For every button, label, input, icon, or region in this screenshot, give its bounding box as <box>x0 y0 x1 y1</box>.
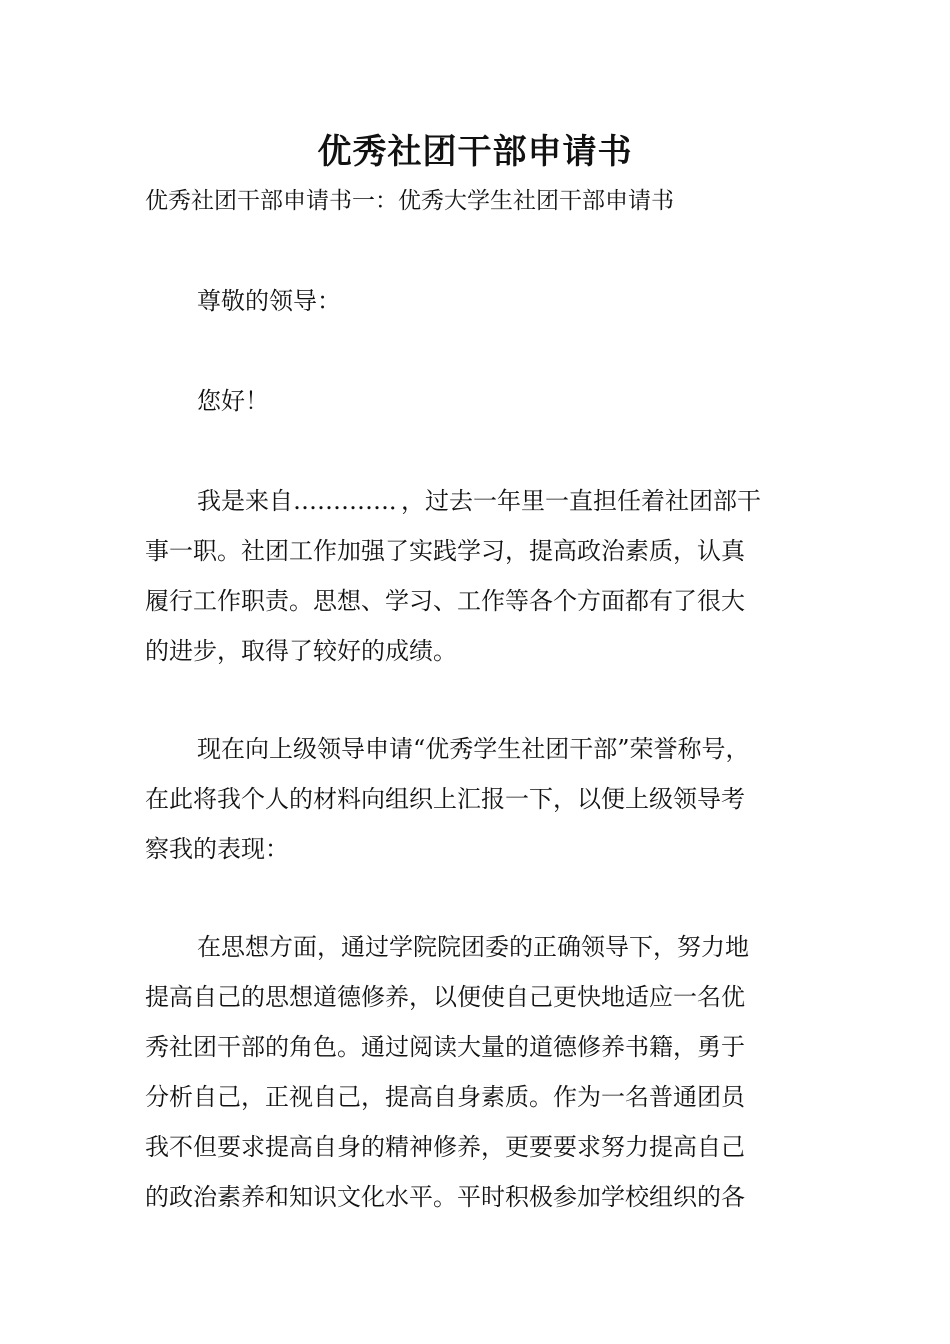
document-subtitle: 优秀社团干部申请书一：优秀大学生社团干部申请书 <box>145 188 674 214</box>
paragraph-line: 我不但要求提高自身的精神修养，更要要求努力提高自己 <box>145 1133 745 1161</box>
paragraph-application <box>145 724 835 874</box>
salutation <box>145 276 835 326</box>
document-title: 优秀社团干部申请书 <box>317 132 633 172</box>
paragraph-line: 秀社团干部的角色。通过阅读大量的道德修养书籍，勇于 <box>145 1033 745 1061</box>
paragraph-intro <box>145 476 835 676</box>
greeting <box>145 376 835 426</box>
paragraph-ideology <box>145 922 835 1222</box>
paragraph-line: 履行工作职责。思想、学习、工作等各个方面都有了很大 <box>145 587 745 615</box>
paragraph-line: 的进步，取得了较好的成绩。 <box>145 637 457 665</box>
paragraph-line: 在思想方面，通过学院院团委的正确领导下，努力地 <box>197 933 749 961</box>
paragraph-line: 分析自己，正视自己，提高自身素质。作为一名普通团员 <box>145 1083 745 1111</box>
paragraph-line: 现在向上级领导申请“优秀学生社团干部”荣誉称号， <box>197 735 750 763</box>
paragraph-line: 察我的表现： <box>145 835 289 863</box>
paragraph-line: 事一职。社团工作加强了实践学习，提高政治素质，认真 <box>145 537 745 565</box>
greeting-text: 您好！ <box>197 387 269 415</box>
paragraph-line: 提高自己的思想道德修养，以便使自己更快地适应一名优 <box>145 983 745 1011</box>
paragraph-line: 在此将我个人的材料向组织上汇报一下，以便上级领导考 <box>145 785 745 813</box>
paragraph-line: 的政治素养和知识文化水平。平时积极参加学校组织的各 <box>145 1183 745 1211</box>
salutation-text: 尊敬的领导： <box>197 287 341 315</box>
paragraph-line: 我是来自…………．，过去一年里一直担任着社团部干 <box>197 487 761 515</box>
